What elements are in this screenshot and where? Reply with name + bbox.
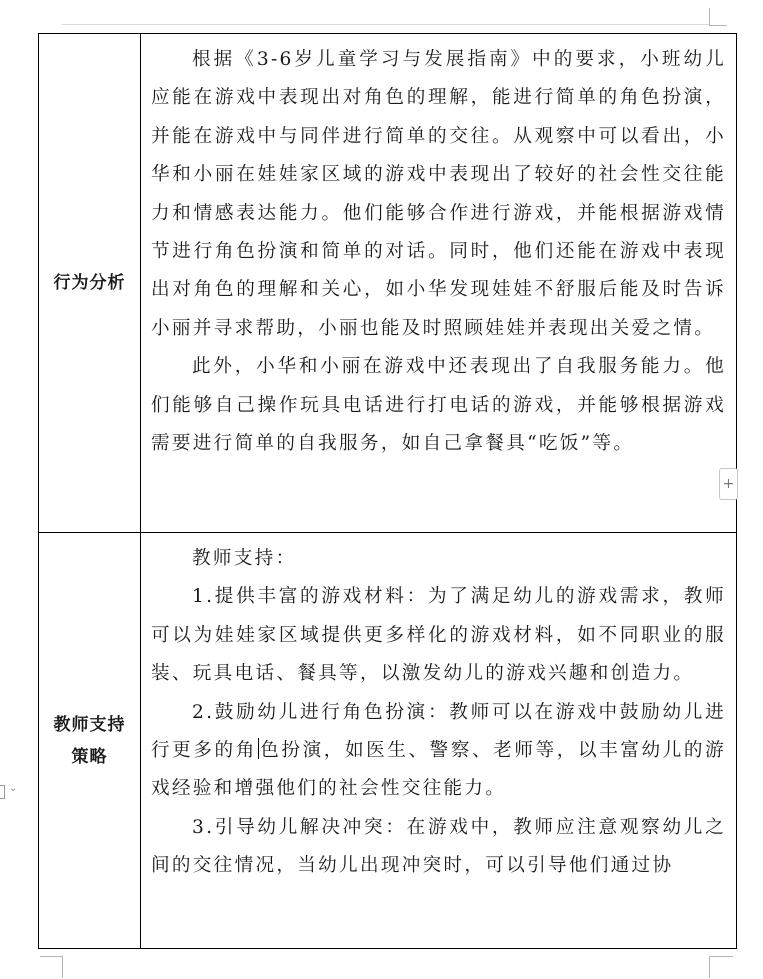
- paragraph[interactable]: 根据《3-6岁儿童学习与发展指南》中的要求，小班幼儿应能在游戏中表现出对角色的理解，能进行简单的角色扮演，并能在游戏中与同伴进行简单的交往。从观察中可以看出，小华和小丽在娃娃家区域的游戏中表现出了较好的社会性交往能力和情感表达能力。他们能够合作进行游戏，并能根据游戏情节进行角色扮演和简单的对话。同时，他们还能在游戏中表现出对角色的理解和关心，如小华发现娃娃不舒服后能及时告诉小丽并寻求帮助，小丽也能及时照顾娃娃并表现出关爱之情。: [151, 49, 726, 339]
- document-table: [38, 33, 737, 949]
- page-corner-mark: [40, 956, 63, 957]
- chevron-down-icon: ⌄: [9, 783, 18, 794]
- table-row: [39, 533, 737, 949]
- page-header-line: [62, 24, 710, 25]
- text-cursor: [258, 738, 259, 759]
- row-label-text: 教师支持策略: [53, 714, 126, 767]
- add-row-button[interactable]: +: [719, 468, 738, 500]
- paragraph[interactable]: 3.引导幼儿解决冲突：在游戏中，教师应注意观察幼儿之间的交往情况，当幼儿出现冲突时，可以引导他们通过协: [151, 816, 726, 877]
- table-row: [39, 34, 737, 533]
- row-label-teacher-support[interactable]: [39, 533, 141, 949]
- paragraph-format-dropdown[interactable]: [0, 783, 22, 799]
- row-label-behavior-analysis[interactable]: 行为分析: [39, 34, 141, 533]
- page-corner-mark: [709, 8, 710, 26]
- paragraph-text: 色扮演，如医生、警察、老师等，以丰富幼儿的游戏经验和增强他们的社会性交往能力。: [151, 740, 726, 800]
- page-corner-mark: [62, 956, 63, 978]
- paragraph[interactable]: [151, 694, 726, 809]
- page-corner-mark: [709, 956, 733, 957]
- paragraph[interactable]: 教师支持：: [192, 548, 297, 569]
- paragraph-text: 2.鼓励幼儿进行角色扮演：教师可以在游戏中鼓励幼儿进行更多的角: [151, 701, 726, 762]
- page-corner-mark: [709, 956, 710, 978]
- page-corner-mark: [709, 25, 727, 26]
- row-content-teacher-support[interactable]: [141, 533, 737, 949]
- row-content-behavior-analysis[interactable]: [141, 34, 737, 533]
- paragraph[interactable]: 1.提供丰富的游戏材料：为了满足幼儿的游戏需求，教师可以为娃娃家区域提供更多样化的游戏材料，如不同职业的服装、玩具电话、餐具等，以激发幼儿的游戏兴趣和创造力。: [151, 586, 726, 685]
- text-cursor-icon: [0, 785, 5, 799]
- paragraph[interactable]: 此外，小华和小丽在游戏中还表现出了自我服务能力。他们能够自己操作玩具电话进行打电话的游戏，并能够根据游戏需要进行简单的自我服务，如自己拿餐具“吃饭”等。: [151, 356, 726, 455]
